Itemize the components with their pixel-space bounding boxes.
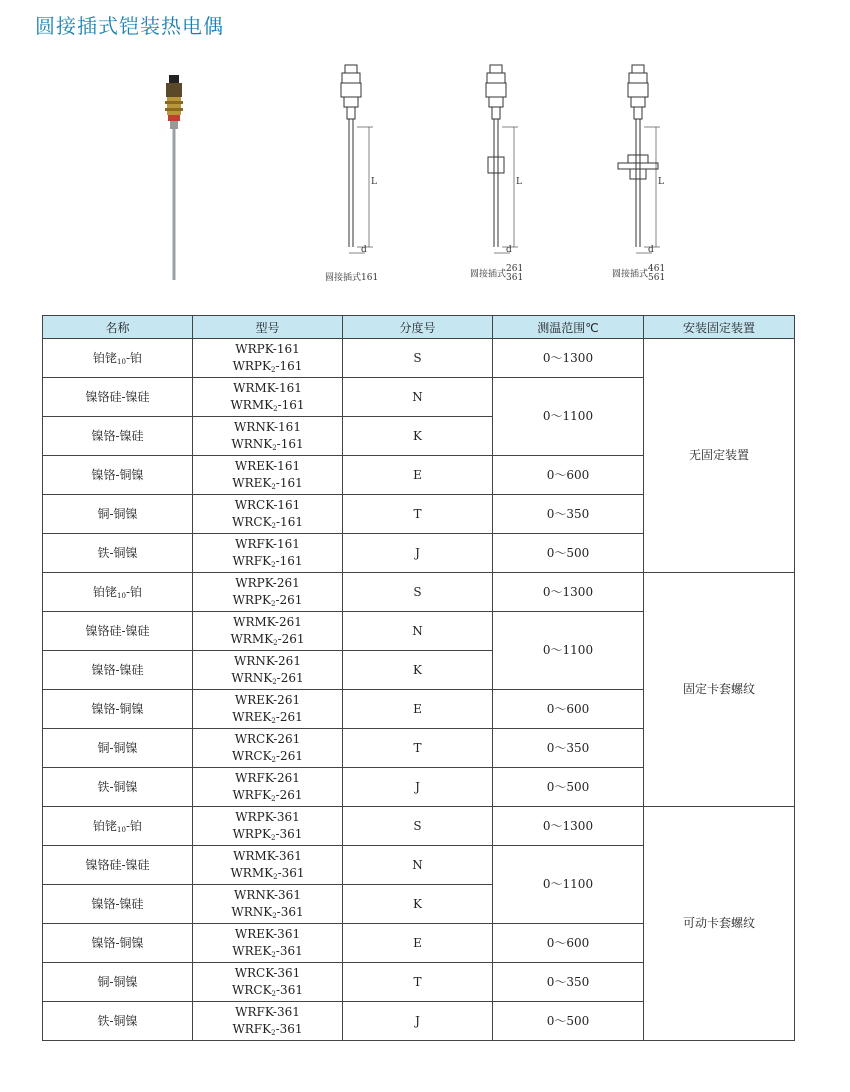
cell-name: 镍铬-铜镍 — [43, 924, 193, 963]
cell-name: 镍铬硅-镍硅 — [43, 612, 193, 651]
drawing-161-image — [325, 65, 395, 265]
cell-graduation: K — [343, 651, 493, 690]
cell-range: 0～1100 — [493, 378, 644, 456]
cell-graduation: J — [343, 768, 493, 807]
cell-graduation: N — [343, 612, 493, 651]
cell-graduation: S — [343, 339, 493, 378]
cell-model: WRFK-161 $WRFK_2-161$ — [193, 534, 343, 573]
cell-name: 镍铬-镍硅 — [43, 651, 193, 690]
header-name: 名称 — [43, 316, 193, 339]
header-range: 测温范围℃ — [493, 316, 644, 339]
cell-range: 0～350 — [493, 495, 644, 534]
cell-name: 镍铬硅-镍硅 — [43, 378, 193, 417]
cell-range: 0～500 — [493, 1002, 644, 1041]
product-figures — [0, 60, 850, 290]
drawing-261-361 — [470, 65, 550, 290]
cell-range: 0～500 — [493, 768, 644, 807]
cell-model: WREK-261 $WREK_2-261$ — [193, 690, 343, 729]
table-row — [43, 339, 795, 378]
cell-name: 铜-铜镍 — [43, 963, 193, 1002]
table-row — [43, 573, 795, 612]
table-header-row — [43, 316, 795, 339]
cell-mount: 固定卡套螺纹 — [644, 573, 795, 807]
dim-length-label: L — [658, 177, 664, 187]
spec-table — [42, 315, 795, 1041]
cell-range: 0～1300 — [493, 573, 644, 612]
cell-model: WRPK-361 $WRPK_2-361$ — [193, 807, 343, 846]
drawing-461-561 — [612, 65, 692, 290]
cell-graduation: T — [343, 495, 493, 534]
cell-model: WRCK-161 $WRCK_2-161$ — [193, 495, 343, 534]
cell-model: WRNK-161 $WRNK_2-161$ — [193, 417, 343, 456]
cell-range: 0～1300 — [493, 339, 644, 378]
cell-graduation: T — [343, 963, 493, 1002]
dim-diameter-label: d — [361, 245, 367, 255]
cell-name: 镍铬-铜镍 — [43, 690, 193, 729]
cell-graduation: J — [343, 534, 493, 573]
cell-name: 铂铑$_{10}$-铂 — [43, 807, 193, 846]
cell-range: 0～600 — [493, 456, 644, 495]
thermocouple-photo-image — [155, 75, 195, 285]
drawing-161-caption: 圆接插式161 — [325, 273, 379, 283]
drawing-461-561-caption: 圆接插式 461 561 — [612, 264, 666, 283]
cell-graduation: K — [343, 885, 493, 924]
cell-mount: 可动卡套螺纹 — [644, 807, 795, 1041]
cell-name: 镍铬-铜镍 — [43, 456, 193, 495]
cell-model: WRFK-361 $WRFK_2-361$ — [193, 1002, 343, 1041]
header-graduation: 分度号 — [343, 316, 493, 339]
drawing-261-361-caption: 圆接插式 261 361 — [470, 264, 524, 283]
cell-graduation: S — [343, 573, 493, 612]
header-model: 型号 — [193, 316, 343, 339]
cell-range: 0～1100 — [493, 846, 644, 924]
dim-diameter-label: d — [648, 245, 654, 255]
cell-model: WRCK-261 $WRCK_2-261$ — [193, 729, 343, 768]
drawing-161 — [325, 65, 395, 290]
cell-name: 铁-铜镍 — [43, 768, 193, 807]
drawing-261-361-image — [470, 65, 540, 265]
cell-range: 0～600 — [493, 924, 644, 963]
cell-range: 0～350 — [493, 729, 644, 768]
cell-model: WRMK-261 $WRMK_2-261$ — [193, 612, 343, 651]
cell-name: 铁-铜镍 — [43, 534, 193, 573]
cell-mount: 无固定装置 — [644, 339, 795, 573]
cell-graduation: S — [343, 807, 493, 846]
cell-model: WRFK-261 $WRFK_2-261$ — [193, 768, 343, 807]
cell-model: WRMK-161 $WRMK_2-161$ — [193, 378, 343, 417]
cell-name: 铂铑$_{10}$-铂 — [43, 573, 193, 612]
page-title: 圆接插式铠装热电偶 — [35, 14, 224, 38]
table-row — [43, 807, 795, 846]
table-body — [43, 339, 795, 1041]
cell-name: 铜-铜镍 — [43, 729, 193, 768]
cell-model: WRCK-361 $WRCK_2-361$ — [193, 963, 343, 1002]
cell-name: 镍铬硅-镍硅 — [43, 846, 193, 885]
cell-graduation: J — [343, 1002, 493, 1041]
cell-model: WRNK-361 $WRNK_2-361$ — [193, 885, 343, 924]
cell-model: WRMK-361 $WRMK_2-361$ — [193, 846, 343, 885]
cell-name: 铂铑$_{10}$-铂 — [43, 339, 193, 378]
dim-length-label: L — [371, 177, 377, 187]
cell-graduation: N — [343, 378, 493, 417]
cell-model: WRNK-261 $WRNK_2-261$ — [193, 651, 343, 690]
product-photo — [155, 75, 195, 285]
cell-range: 0～1100 — [493, 612, 644, 690]
cell-graduation: E — [343, 690, 493, 729]
cell-graduation: T — [343, 729, 493, 768]
cell-model: WREK-361 $WREK_2-361$ — [193, 924, 343, 963]
cell-name: 镍铬-镍硅 — [43, 417, 193, 456]
cell-range: 0～1300 — [493, 807, 644, 846]
header-mount: 安装固定装置 — [644, 316, 795, 339]
cell-graduation: E — [343, 456, 493, 495]
cell-model: WRPK-161 $WRPK_2-161$ — [193, 339, 343, 378]
cell-name: 铜-铜镍 — [43, 495, 193, 534]
cell-range: 0～500 — [493, 534, 644, 573]
cell-graduation: E — [343, 924, 493, 963]
drawing-461-561-image — [612, 65, 682, 265]
cell-range: 0～350 — [493, 963, 644, 1002]
dim-length-label: L — [516, 177, 522, 187]
cell-name: 铁-铜镍 — [43, 1002, 193, 1041]
dim-diameter-label: d — [506, 245, 512, 255]
cell-model: WREK-161 $WREK_2-161$ — [193, 456, 343, 495]
cell-name: 镍铬-镍硅 — [43, 885, 193, 924]
cell-range: 0～600 — [493, 690, 644, 729]
cell-graduation: N — [343, 846, 493, 885]
cell-graduation: K — [343, 417, 493, 456]
cell-model: WRPK-261 $WRPK_2-261$ — [193, 573, 343, 612]
